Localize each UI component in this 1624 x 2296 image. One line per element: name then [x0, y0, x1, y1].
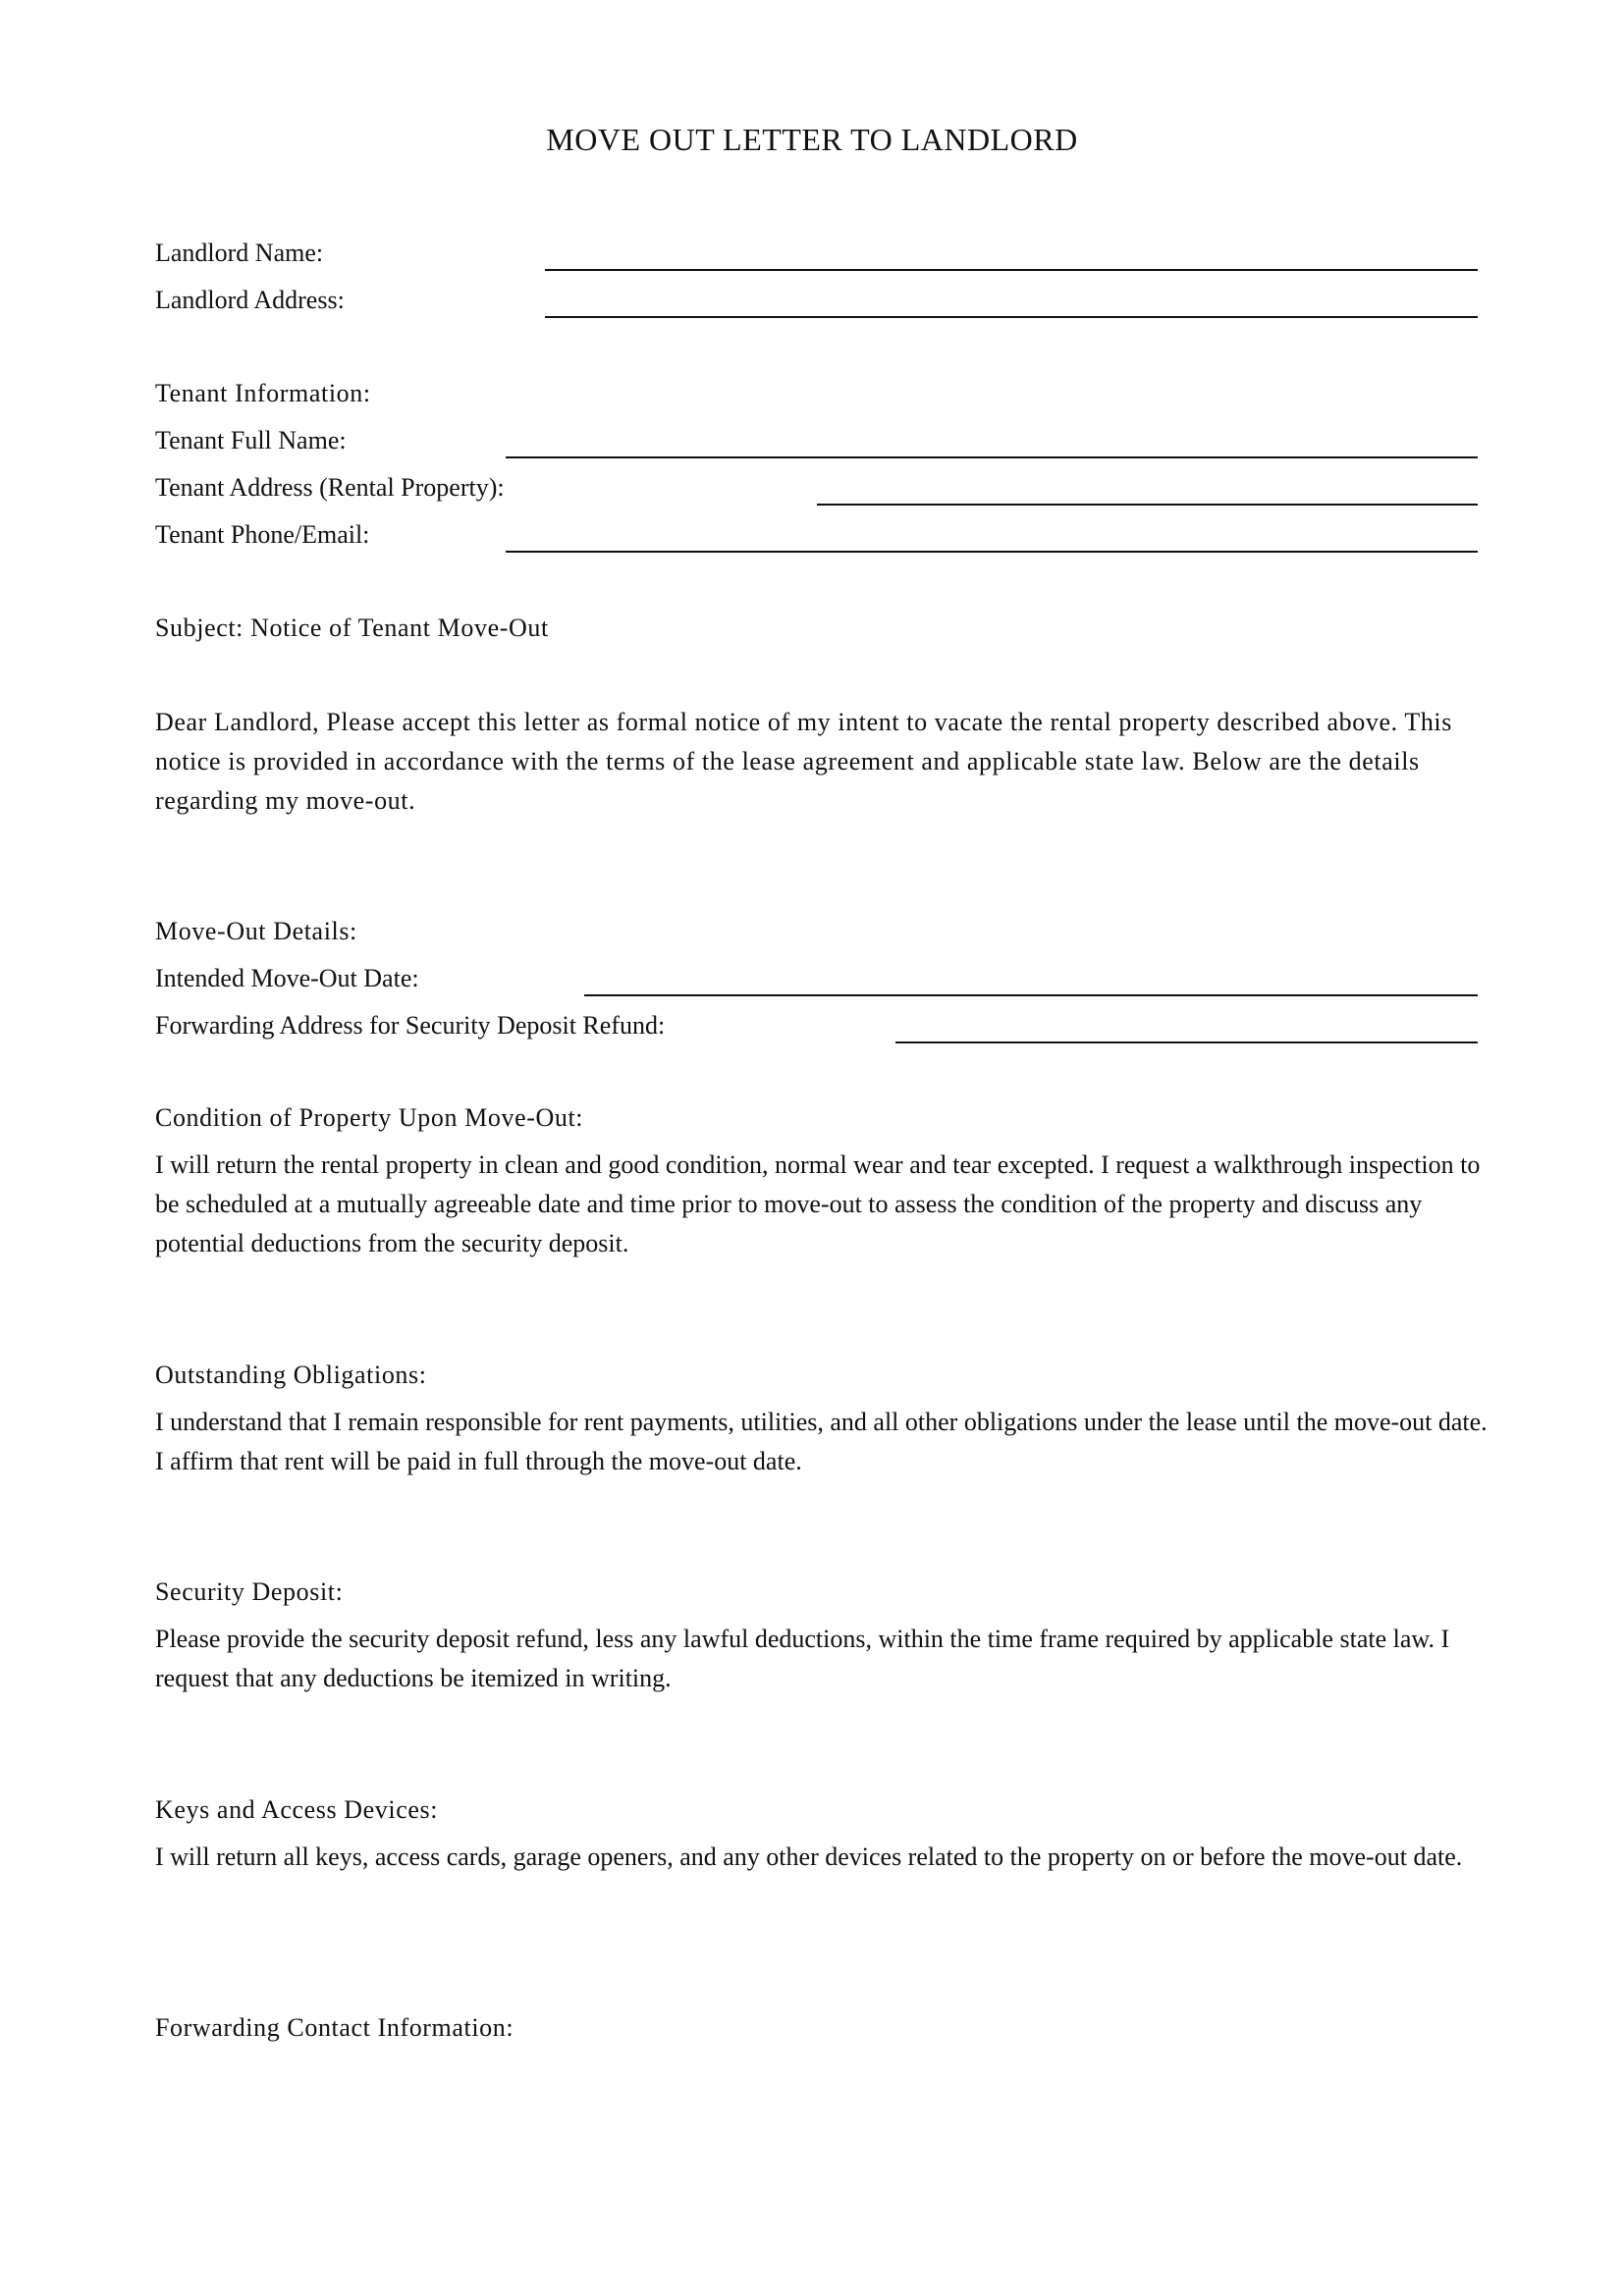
- keys-paragraph: I will return all keys, access cards, garage openers, and any other devices related to the property on or before the move-out date.: [155, 1842, 1463, 1871]
- keys-heading: Keys and Access Devices:: [155, 1795, 439, 1824]
- intro-paragraph: Dear Landlord, Please accept this letter as formal notice of my intent to vacate the rental property described above. This notice is provided in accordance with the terms of the lease agreement and applicable state law. Below are the details regarding my move-out.: [155, 708, 1452, 815]
- landlord-address-field[interactable]: [545, 316, 1478, 318]
- obligations-heading: Outstanding Obligations:: [155, 1361, 427, 1389]
- tenant-full-name-field[interactable]: [506, 456, 1478, 458]
- tenant-address-field[interactable]: [817, 504, 1478, 506]
- move-out-details-heading: Move-Out Details:: [155, 917, 357, 945]
- tenant-information-heading: Tenant Information:: [155, 379, 371, 407]
- tenant-address-label: Tenant Address (Rental Property):: [155, 473, 505, 502]
- security-deposit-paragraph: Please provide the security deposit refund, less any lawful deductions, within the time frame required by applicable state law. I request that any deductions be itemized in writing.: [155, 1625, 1450, 1692]
- landlord-name-field[interactable]: [545, 269, 1478, 271]
- condition-heading: Condition of Property Upon Move-Out:: [155, 1103, 584, 1132]
- tenant-full-name-label: Tenant Full Name:: [155, 426, 347, 454]
- landlord-address-label: Landlord Address:: [155, 286, 345, 314]
- forwarding-address-label: Forwarding Address for Security Deposit Refund:: [155, 1011, 666, 1040]
- landlord-name-label: Landlord Name:: [155, 239, 324, 267]
- security-deposit-heading: Security Deposit:: [155, 1577, 344, 1606]
- document-title: MOVE OUT LETTER TO LANDLORD: [546, 122, 1078, 157]
- forwarding-contact-heading: Forwarding Contact Information:: [155, 2013, 514, 2042]
- obligations-paragraph: I understand that I remain responsible for rent payments, utilities, and all other obligations under the lease until the move-out date. I affirm that rent will be paid in full through the move-out date.: [155, 1408, 1488, 1475]
- forwarding-address-field[interactable]: [895, 1041, 1478, 1043]
- subject-line: Subject: Notice of Tenant Move-Out: [155, 614, 549, 642]
- tenant-phone-email-field[interactable]: [506, 551, 1478, 553]
- tenant-phone-email-label: Tenant Phone/Email:: [155, 520, 370, 549]
- condition-paragraph: I will return the rental property in clean and good condition, normal wear and tear excepted. I request a walkthrough inspection to be scheduled at a mutually agreeable date and time prior to move-out to assess the condition of the property and discuss any potential deductions from the security deposit.: [155, 1150, 1481, 1257]
- move-out-date-label: Intended Move-Out Date:: [155, 964, 419, 992]
- move-out-date-field[interactable]: [584, 994, 1478, 996]
